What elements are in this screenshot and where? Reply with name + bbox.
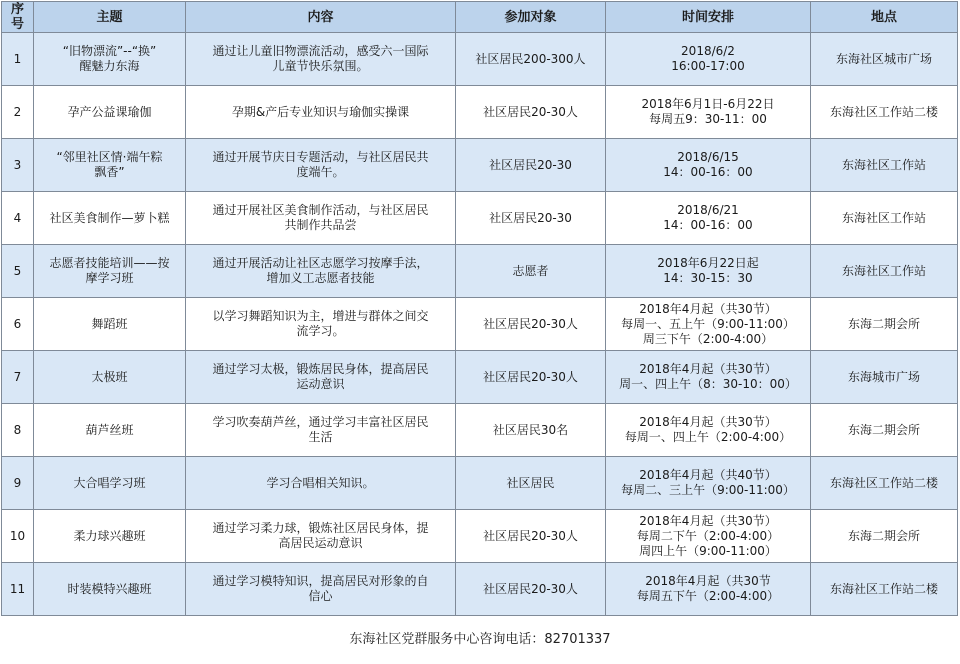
cell-content: 学习吹奏葫芦丝，通过学习丰富社区居民 生活 xyxy=(186,404,456,457)
cell-audience: 社区居民20-30人 xyxy=(456,563,606,616)
cell-audience: 社区居民20-30人 xyxy=(456,298,606,351)
table-row xyxy=(2,139,958,192)
cell-content: 通过学习柔力球，锻炼社区居民身体，提 高居民运动意识 xyxy=(186,510,456,563)
cell-content: 通过学习太极，锻炼居民身体，提高居民 运动意识 xyxy=(186,351,456,404)
cell-time: 2018年4月起（共30节 每周五下午（2:00-4:00） xyxy=(606,563,811,616)
cell-topic: 柔力球兴趣班 xyxy=(34,510,186,563)
cell-place: 东海二期会所 xyxy=(811,510,958,563)
cell-audience: 社区居民30名 xyxy=(456,404,606,457)
cell-time: 2018/6/2 16:00-17:00 xyxy=(606,33,811,86)
cell-no: 6 xyxy=(2,298,34,351)
header-content: 内容 xyxy=(186,2,456,33)
cell-content: 以学习舞蹈知识为主，增进与群体之间交 流学习。 xyxy=(186,298,456,351)
cell-audience: 社区居民200-300人 xyxy=(456,33,606,86)
table-row xyxy=(2,563,958,616)
cell-no: 11 xyxy=(2,563,34,616)
cell-content: 通过让儿童旧物漂流活动，感受六一国际 儿童节快乐氛围。 xyxy=(186,33,456,86)
header-row xyxy=(2,2,958,33)
cell-time: 2018年4月起（共30节） 周一、四上午（8：30-10：00） xyxy=(606,351,811,404)
cell-place: 东海社区工作站二楼 xyxy=(811,563,958,616)
cell-place: 东海社区工作站二楼 xyxy=(811,86,958,139)
cell-audience: 志愿者 xyxy=(456,245,606,298)
cell-time: 2018年4月起（共40节） 每周二、三上午（9:00-11:00） xyxy=(606,457,811,510)
cell-content: 通过开展社区美食制作活动，与社区居民 共制作共品尝 xyxy=(186,192,456,245)
cell-content: 孕期&产后专业知识与瑜伽实操课 xyxy=(186,86,456,139)
schedule-table xyxy=(1,1,958,616)
cell-time: 2018年6月1日-6月22日 每周五9：30-11：00 xyxy=(606,86,811,139)
table-row xyxy=(2,457,958,510)
cell-audience: 社区居民20-30 xyxy=(456,192,606,245)
cell-no: 10 xyxy=(2,510,34,563)
cell-no: 3 xyxy=(2,139,34,192)
cell-time: 2018年4月起（共30节） 每周一、五上午（9:00-11:00） 周三下午（2:00-4:00） xyxy=(606,298,811,351)
table-row xyxy=(2,86,958,139)
cell-content: 通过学习模特知识，提高居民对形象的自 信心 xyxy=(186,563,456,616)
cell-place: 东海二期会所 xyxy=(811,298,958,351)
cell-place: 东海社区工作站二楼 xyxy=(811,457,958,510)
cell-audience: 社区居民20-30人 xyxy=(456,351,606,404)
table-row xyxy=(2,192,958,245)
cell-topic: “旧物漂流”--“换” 醒魅力东海 xyxy=(34,33,186,86)
cell-audience: 社区居民20-30人 xyxy=(456,510,606,563)
header-time: 时间安排 xyxy=(606,2,811,33)
cell-topic: 社区美食制作—萝卜糕 xyxy=(34,192,186,245)
table-row xyxy=(2,404,958,457)
cell-topic: 孕产公益课瑜伽 xyxy=(34,86,186,139)
cell-topic: 舞蹈班 xyxy=(34,298,186,351)
cell-topic: “邻里社区情·端午粽 飘香” xyxy=(34,139,186,192)
header-audience: 参加对象 xyxy=(456,2,606,33)
header-no: 序号 xyxy=(2,2,34,33)
cell-place: 东海社区工作站 xyxy=(811,192,958,245)
cell-no: 8 xyxy=(2,404,34,457)
cell-time: 2018年4月起（共30节） 每周一、四上午（2:00-4:00） xyxy=(606,404,811,457)
cell-no: 1 xyxy=(2,33,34,86)
cell-audience: 社区居民20-30 xyxy=(456,139,606,192)
cell-topic: 葫芦丝班 xyxy=(34,404,186,457)
cell-no: 7 xyxy=(2,351,34,404)
cell-audience: 社区居民20-30人 xyxy=(456,86,606,139)
header-topic: 主题 xyxy=(34,2,186,33)
table-row xyxy=(2,510,958,563)
cell-place: 东海社区城市广场 xyxy=(811,33,958,86)
cell-topic: 时装模特兴趣班 xyxy=(34,563,186,616)
table-row xyxy=(2,33,958,86)
cell-time: 2018/6/15 14：00-16：00 xyxy=(606,139,811,192)
cell-no: 9 xyxy=(2,457,34,510)
cell-content: 通过开展活动让社区志愿学习按摩手法， 增加义工志愿者技能 xyxy=(186,245,456,298)
cell-topic: 志愿者技能培训——按 摩学习班 xyxy=(34,245,186,298)
cell-no: 5 xyxy=(2,245,34,298)
cell-audience: 社区居民 xyxy=(456,457,606,510)
table-row xyxy=(2,298,958,351)
cell-content: 学习合唱相关知识。 xyxy=(186,457,456,510)
table-row xyxy=(2,245,958,298)
cell-no: 2 xyxy=(2,86,34,139)
cell-time: 2018年6月22日起 14：30-15：30 xyxy=(606,245,811,298)
cell-place: 东海二期会所 xyxy=(811,404,958,457)
cell-topic: 大合唱学习班 xyxy=(34,457,186,510)
cell-no: 4 xyxy=(2,192,34,245)
footer-contact: 东海社区党群服务中心咨询电话：82701337 xyxy=(349,632,611,647)
cell-place: 东海城市广场 xyxy=(811,351,958,404)
cell-topic: 太极班 xyxy=(34,351,186,404)
cell-place: 东海社区工作站 xyxy=(811,139,958,192)
table-row xyxy=(2,351,958,404)
cell-place: 东海社区工作站 xyxy=(811,245,958,298)
cell-time: 2018/6/21 14：00-16：00 xyxy=(606,192,811,245)
header-place: 地点 xyxy=(811,2,958,33)
cell-content: 通过开展节庆日专题活动，与社区居民共 度端午。 xyxy=(186,139,456,192)
cell-time: 2018年4月起（共30节） 每周二下午（2:00-4:00） 周四上午（9:00-11:00） xyxy=(606,510,811,563)
